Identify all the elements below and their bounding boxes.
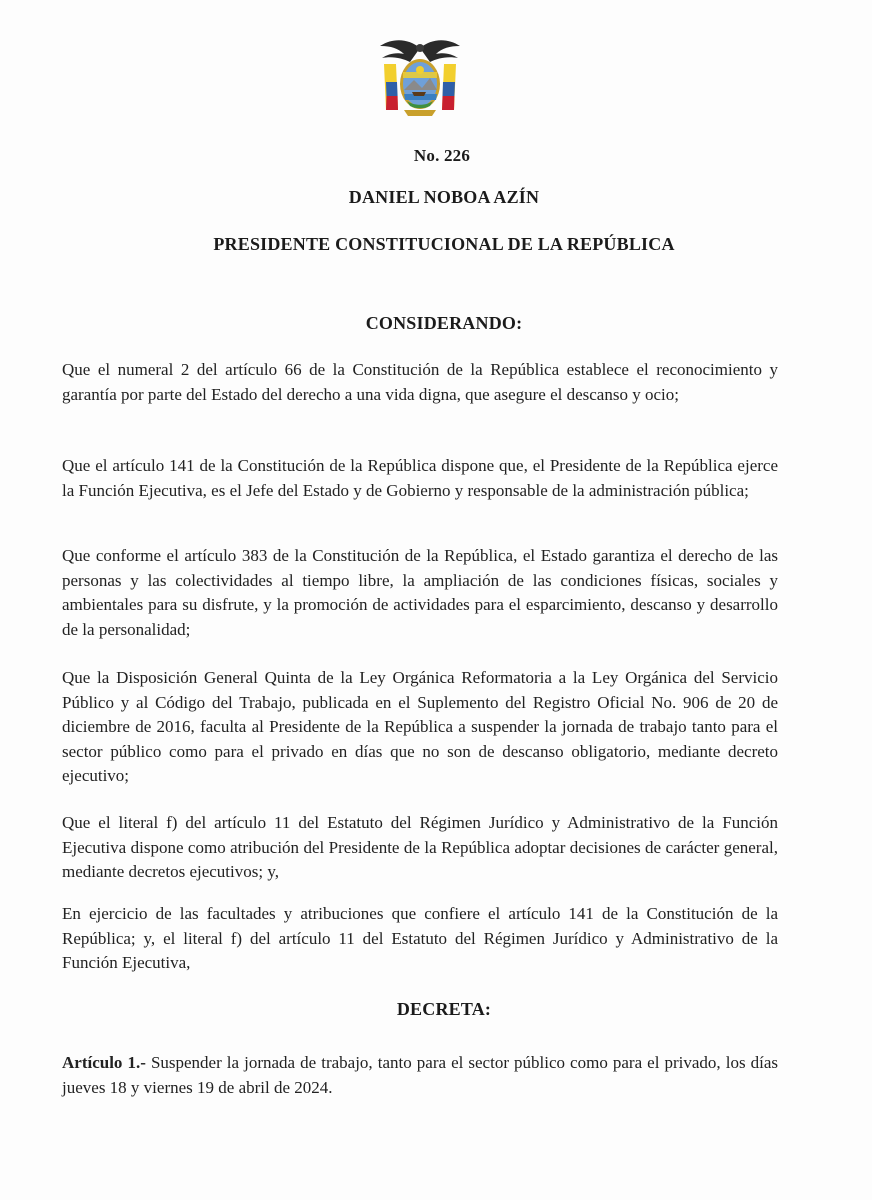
decreta-heading: DECRETA: [396, 999, 492, 1019]
considerando-heading: CONSIDERANDO: [365, 313, 523, 333]
president-title: PRESIDENTE CONSTITUCIONAL DE LA REPÚBLICA [213, 234, 675, 254]
coat-of-arms-icon [374, 34, 466, 120]
article-1-text: Suspender la jornada de trabajo, tanto para el sector público como para el privado, los días jueves 18 y viernes 19 de abril de 2024. [62, 1053, 778, 1097]
considerando-paragraph-5: Que el literal f) del artículo 11 del Estatuto del Régimen Jurídico y Administrativo de la Función Ejecutiva dispone como atribución del Presidente de la República adoptar decisiones de carácter general, mediante decretos ejecutivos; y, [62, 813, 778, 881]
considerando-paragraph-3: Que conforme el artículo 383 de la Constitución de la República, el Estado garantiza el derecho de las personas y las colectividades al tiempo libre, la ampliación de las condiciones físicas, sociales y ambientales para su disfrute, y la promoción de actividades para el esparcimiento, descanso y desarrollo de la personalidad; [62, 546, 778, 639]
considerando-paragraph-2: Que el artículo 141 de la Constitución de la República dispone que, el Presidente de la República ejerce la Función Ejecutiva, es el Jefe del Estado y de Gobierno y responsable de la administración pública; [62, 456, 778, 500]
article-1-label: Artículo 1.- [62, 1053, 146, 1072]
considerando-paragraph-1: Que el numeral 2 del artículo 66 de la Constitución de la República establece el reconocimiento y garantía por parte del Estado del derecho a una vida digna, que asegure el descanso y ocio; [62, 360, 778, 404]
considerando-paragraph-4: Que la Disposición General Quinta de la Ley Orgánica Reformatoria a la Ley Orgánica del Servicio Público y al Código del Trabajo, publicada en el Suplemento del Registro Oficial No. 906 de 20 de diciembre de 2016, faculta al Presidente de la República a suspender la jornada de trabajo tanto para el sector público como para el privado en días que no son de descanso obligatorio, mediante decreto ejecutivo; [62, 668, 778, 785]
president-name: DANIEL NOBOA AZÍN [348, 187, 540, 207]
article-1 [62, 1051, 778, 1100]
considerando-paragraph-6: En ejercicio de las facultades y atribuciones que confiere el artículo 141 de la Constitución de la República; y, el literal f) del artículo 11 del Estatuto del Régimen Jurídico y Administrativo de la Función Ejecutiva, [62, 904, 778, 972]
decree-number: No. 226 [413, 146, 471, 165]
